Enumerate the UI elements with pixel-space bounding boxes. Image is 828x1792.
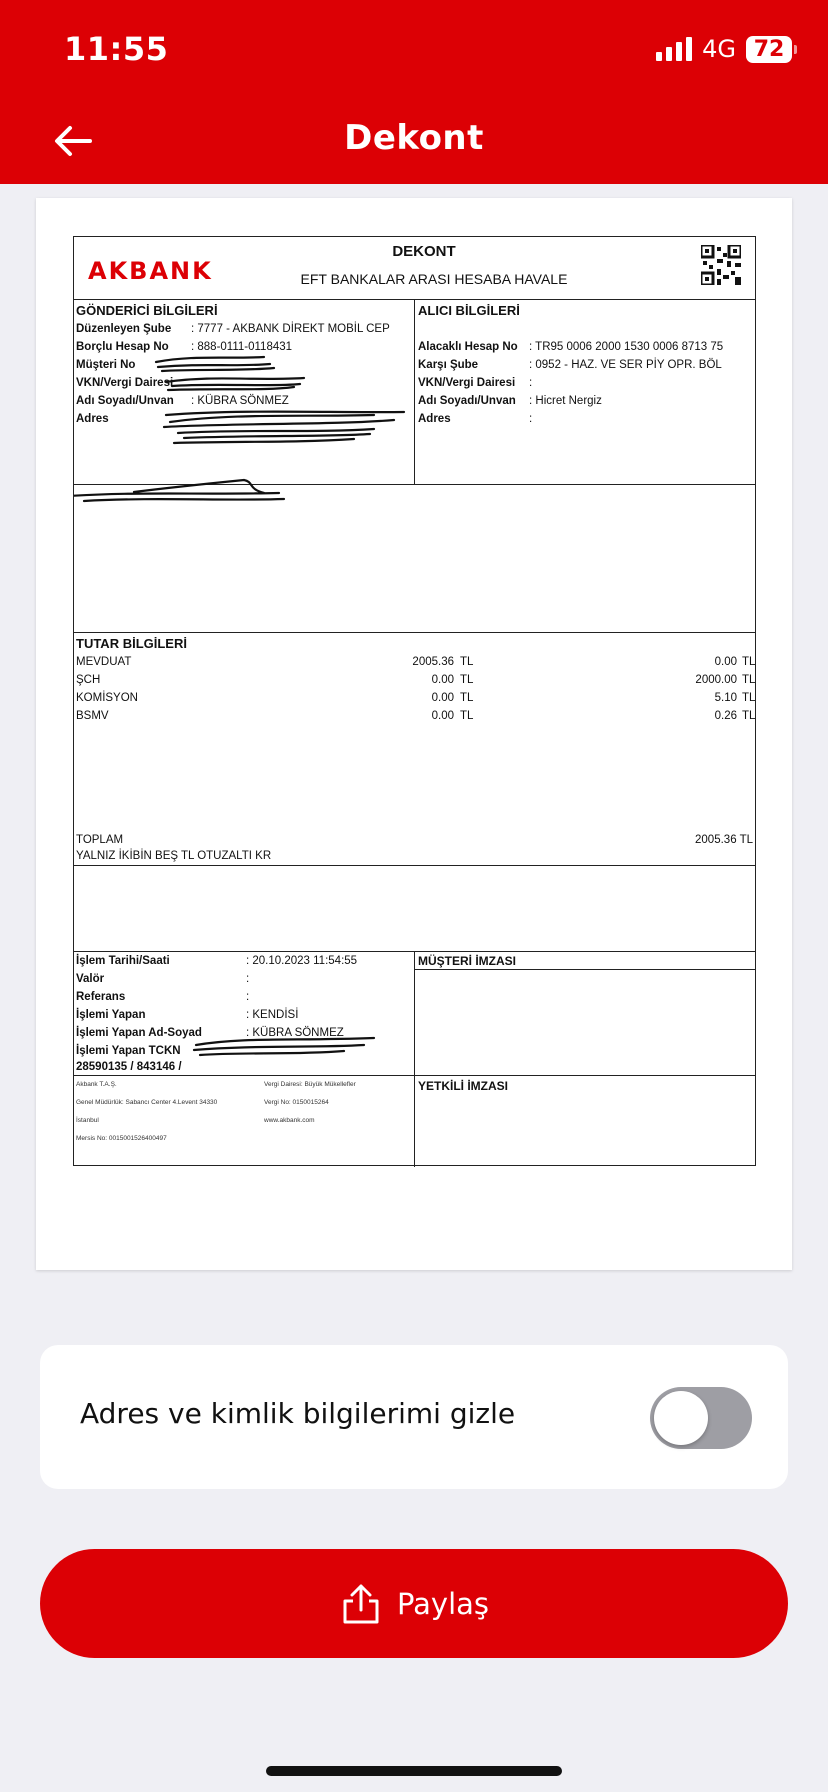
sender-field: Düzenleyen Şube	[76, 323, 172, 335]
sender-value: : KÜBRA SÖNMEZ	[191, 395, 289, 407]
amount-currency: TL	[742, 692, 756, 704]
receiver-value: : TR95 0006 2000 1530 0006 8713 75	[529, 341, 724, 353]
total-label: TOPLAM	[76, 834, 124, 846]
status-indicators	[656, 34, 792, 64]
status-time: 11:55	[64, 30, 169, 68]
footer-tax-no: Vergi No: 0150015264	[264, 1099, 329, 1106]
amount-in-words: YALNIZ İKİBİN BEŞ TL OTUZALTI KR	[76, 850, 272, 862]
receiver-field: Adres	[418, 413, 451, 425]
amount-currency: TL	[460, 692, 474, 704]
akbank-logo: AKBANK	[88, 257, 213, 285]
transaction-value: : 20.10.2023 11:54:55	[246, 955, 358, 967]
amount-label: ŞCH	[76, 674, 101, 686]
sender-info-title: GÖNDERİCİ BİLGİLERİ	[76, 303, 218, 318]
total-value: 2005.36 TL	[695, 834, 753, 846]
transaction-field: İşlemi Yapan TCKN	[76, 1045, 181, 1057]
receipt-frame	[73, 236, 756, 1166]
amount-currency: TL	[742, 710, 756, 722]
transaction-code: 28590135 / 843146 /	[76, 1061, 182, 1073]
receiver-field: Alacaklı Hesap No	[418, 341, 518, 353]
transaction-field: Valör	[76, 973, 105, 985]
cellular-signal-icon	[656, 37, 692, 61]
battery-icon: 72	[746, 36, 792, 63]
qr-code-icon	[701, 245, 741, 285]
toggle-knob	[654, 1391, 708, 1445]
top-bar	[0, 0, 828, 184]
transaction-field: İşlem Tarihi/Saati	[76, 955, 170, 967]
receipt-title: DEKONT	[392, 243, 456, 260]
amount-currency: TL	[460, 710, 474, 722]
sender-field: Müşteri No	[76, 359, 136, 371]
amount-debit: 0.00	[431, 710, 454, 722]
sender-field: Borçlu Hesap No	[76, 341, 169, 353]
footer-company: Akbank T.A.Ş.	[76, 1081, 117, 1088]
amount-debit: 0.00	[431, 674, 454, 686]
amount-credit: 0.26	[714, 710, 737, 722]
share-icon	[339, 1582, 383, 1626]
privacy-toggle-switch[interactable]	[650, 1387, 752, 1449]
privacy-toggle-label: Adres ve kimlik bilgilerimi gizle	[80, 1397, 516, 1430]
sender-value: : 888-0111-0118431	[191, 341, 293, 353]
footer-address: Genel Müdürlük: Sabancı Center 4.Levent 34330	[76, 1099, 218, 1106]
receiver-value: : 0952 - HAZ. VE SER PİY OPR. BÖL	[529, 359, 722, 371]
privacy-toggle-card	[40, 1345, 788, 1489]
amount-credit: 5.10	[714, 692, 737, 704]
sender-field: Adı Soyadı/Unvan	[76, 395, 174, 407]
amount-info-title: TUTAR BİLGİLERİ	[76, 636, 187, 651]
footer-city: İstanbul	[76, 1117, 99, 1124]
receiver-value: : Hicret Nergiz	[529, 395, 602, 407]
amount-currency: TL	[460, 656, 474, 668]
receipt-document	[36, 198, 792, 1270]
authorized-signature-label: YETKİLİ İMZASI	[418, 1079, 508, 1093]
transaction-field: İşlemi Yapan Ad-Soyad	[76, 1027, 202, 1039]
page-title: Dekont	[344, 118, 484, 158]
transaction-value: :	[246, 991, 250, 1003]
amount-debit: 0.00	[431, 692, 454, 704]
receiver-value: :	[529, 413, 533, 425]
share-button-label: Paylaş	[396, 1586, 490, 1621]
sender-value: : 7777 - AKBANK DİREKT MOBİL CEP	[191, 323, 390, 335]
receiver-field: VKN/Vergi Dairesi	[418, 377, 516, 389]
amount-label: KOMİSYON	[76, 692, 138, 704]
network-type: 4G	[702, 35, 736, 63]
footer-website: www.akbank.com	[264, 1117, 315, 1124]
amount-credit: 2000.00	[695, 674, 737, 686]
amount-debit: 2005.36	[412, 656, 454, 668]
sender-field: VKN/Vergi Dairesi	[76, 377, 174, 389]
transaction-value: : KENDİSİ	[246, 1009, 299, 1021]
home-indicator	[266, 1766, 562, 1776]
transaction-field: İşlemi Yapan	[76, 1009, 146, 1021]
footer-mersis: Mersis No: 0015001526400497	[76, 1135, 167, 1142]
transaction-value: : KÜBRA SÖNMEZ	[246, 1027, 344, 1039]
customer-signature-label: MÜŞTERİ İMZASI	[418, 954, 516, 968]
amount-currency: TL	[742, 674, 756, 686]
receiver-value: :	[529, 377, 533, 389]
amount-label: BSMV	[76, 710, 109, 722]
transaction-field: Referans	[76, 991, 126, 1003]
receipt-subtitle: EFT BANKALAR ARASI HESABA HAVALE	[300, 271, 568, 287]
amount-label: MEVDUAT	[76, 656, 132, 668]
share-button[interactable]	[40, 1549, 788, 1658]
sender-field: Adres	[76, 413, 109, 425]
receiver-info-title: ALICI BİLGİLERİ	[418, 303, 520, 318]
amount-credit: 0.00	[714, 656, 737, 668]
transaction-value: :	[246, 973, 250, 985]
receiver-field: Adı Soyadı/Unvan	[418, 395, 516, 407]
amount-currency: TL	[742, 656, 756, 668]
receiver-field: Karşı Şube	[418, 359, 479, 371]
footer-tax-office: Vergi Dairesi: Büyük Mükellefler	[264, 1081, 356, 1088]
amount-currency: TL	[460, 674, 474, 686]
